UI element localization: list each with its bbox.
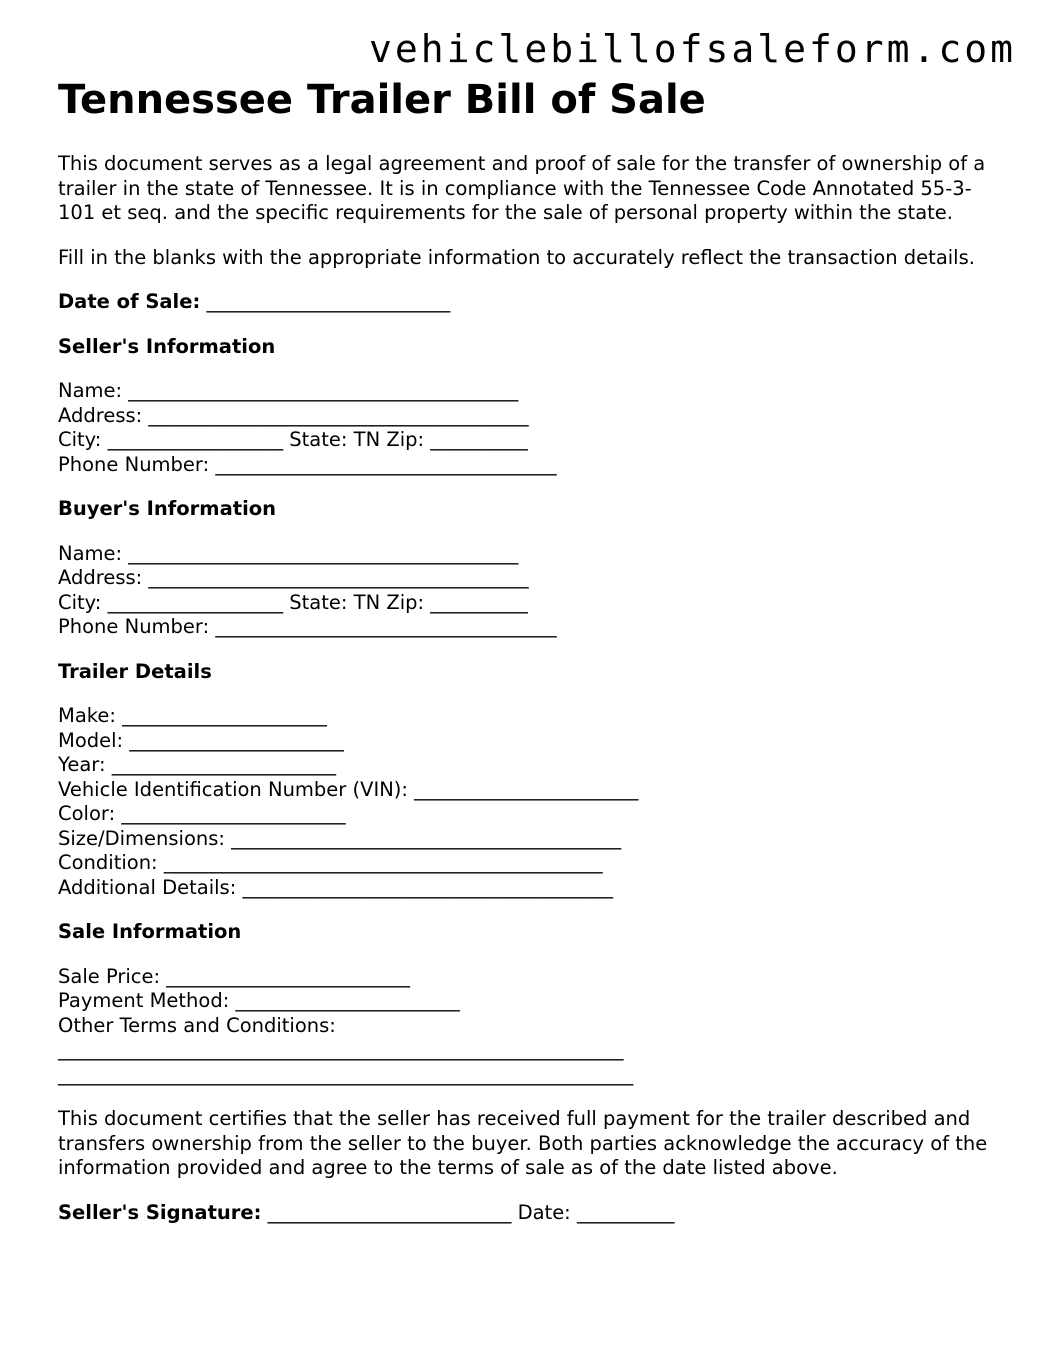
other-terms-line-1[interactable]: __________________________________________________________ xyxy=(58,1038,624,1061)
buyer-name-field[interactable]: Name: ________________________________________ xyxy=(58,541,519,565)
trailer-condition-field[interactable]: Condition: _____________________________________________ xyxy=(58,851,603,874)
trailer-model-field[interactable]: Model: ______________________ xyxy=(58,728,344,752)
seller-address-field[interactable]: Address: _______________________________________ xyxy=(58,403,529,427)
date-of-sale-label: Date of Sale: xyxy=(58,290,201,313)
seller-section-heading: Seller's Information xyxy=(58,334,276,358)
payment-method-field[interactable]: Payment Method: _______________________ xyxy=(58,989,460,1012)
sale-section-heading: Sale Information xyxy=(58,920,242,943)
trailer-size-field[interactable]: Size/Dimensions: ________________________________________ xyxy=(58,826,622,850)
seller-city-state-zip-field[interactable]: City: __________________ State: TN Zip: __________ xyxy=(58,428,528,451)
buyer-phone-field[interactable]: Phone Number: ___________________________________ xyxy=(58,615,557,638)
date-of-sale-field[interactable] xyxy=(58,290,988,315)
bill-of-sale-document xyxy=(58,76,994,1225)
trailer-additional-details-field[interactable]: Additional Details: ______________________________________ xyxy=(58,875,613,899)
document-title: Tennessee Trailer Bill of Sale xyxy=(58,77,706,123)
seller-signature-line[interactable] xyxy=(58,1201,988,1226)
sale-fields xyxy=(58,965,988,1088)
buyer-section-heading: Buyer's Information xyxy=(58,497,277,520)
other-terms-line-2[interactable]: ___________________________________________________________ xyxy=(58,1062,634,1086)
trailer-year-field[interactable]: Year: _______________________ xyxy=(58,753,336,776)
buyer-address-field[interactable]: Address: _______________________________________ xyxy=(58,566,529,589)
date-of-sale-blank[interactable]: _________________________ xyxy=(206,290,451,313)
buyer-city-state-zip-field[interactable]: City: __________________ State: TN Zip: __________ xyxy=(58,590,528,614)
other-terms-label: Other Terms and Conditions: xyxy=(58,1013,336,1037)
trailer-make-field[interactable]: Make: _____________________ xyxy=(58,704,327,727)
sale-price-field[interactable]: Sale Price: _________________________ xyxy=(58,964,411,988)
trailer-fields xyxy=(58,704,988,900)
buyer-fields xyxy=(58,542,988,640)
trailer-vin-field[interactable]: Vehicle Identification Number (VIN): _______________________ xyxy=(58,777,639,801)
seller-signature-label: Seller's Signature: xyxy=(58,1200,262,1224)
intro-paragraph: This document serves as a legal agreement and proof of sale for the transfer of ownership of a trailer in the state of Tennessee. It is in compliance with the Tennessee Code Annotated 55-3-101 et seq. and the specific requirements for the sale of personal property within the state. xyxy=(58,152,992,224)
seller-name-field[interactable]: Name: ________________________________________ xyxy=(58,379,519,402)
trailer-color-field[interactable]: Color: _______________________ xyxy=(58,802,346,825)
site-watermark: vehiclebillofsaleform.com xyxy=(369,27,1016,71)
signature-date-field[interactable]: Date: __________ xyxy=(517,1200,675,1224)
certification-paragraph: This document certifies that the seller has received full payment for the trailer described and transfers ownership from the seller to the buyer. Both parties acknowledge the accuracy of the information provided and agree to the terms of sale as of the date listed above. xyxy=(58,1107,994,1179)
seller-signature-blank[interactable]: _________________________ xyxy=(267,1200,512,1224)
instructions-paragraph: Fill in the blanks with the appropriate information to accurately reflect the transaction details. xyxy=(58,245,975,269)
seller-phone-field[interactable]: Phone Number: ___________________________________ xyxy=(58,452,557,476)
seller-fields xyxy=(58,379,988,477)
trailer-section-heading: Trailer Details xyxy=(58,659,212,683)
